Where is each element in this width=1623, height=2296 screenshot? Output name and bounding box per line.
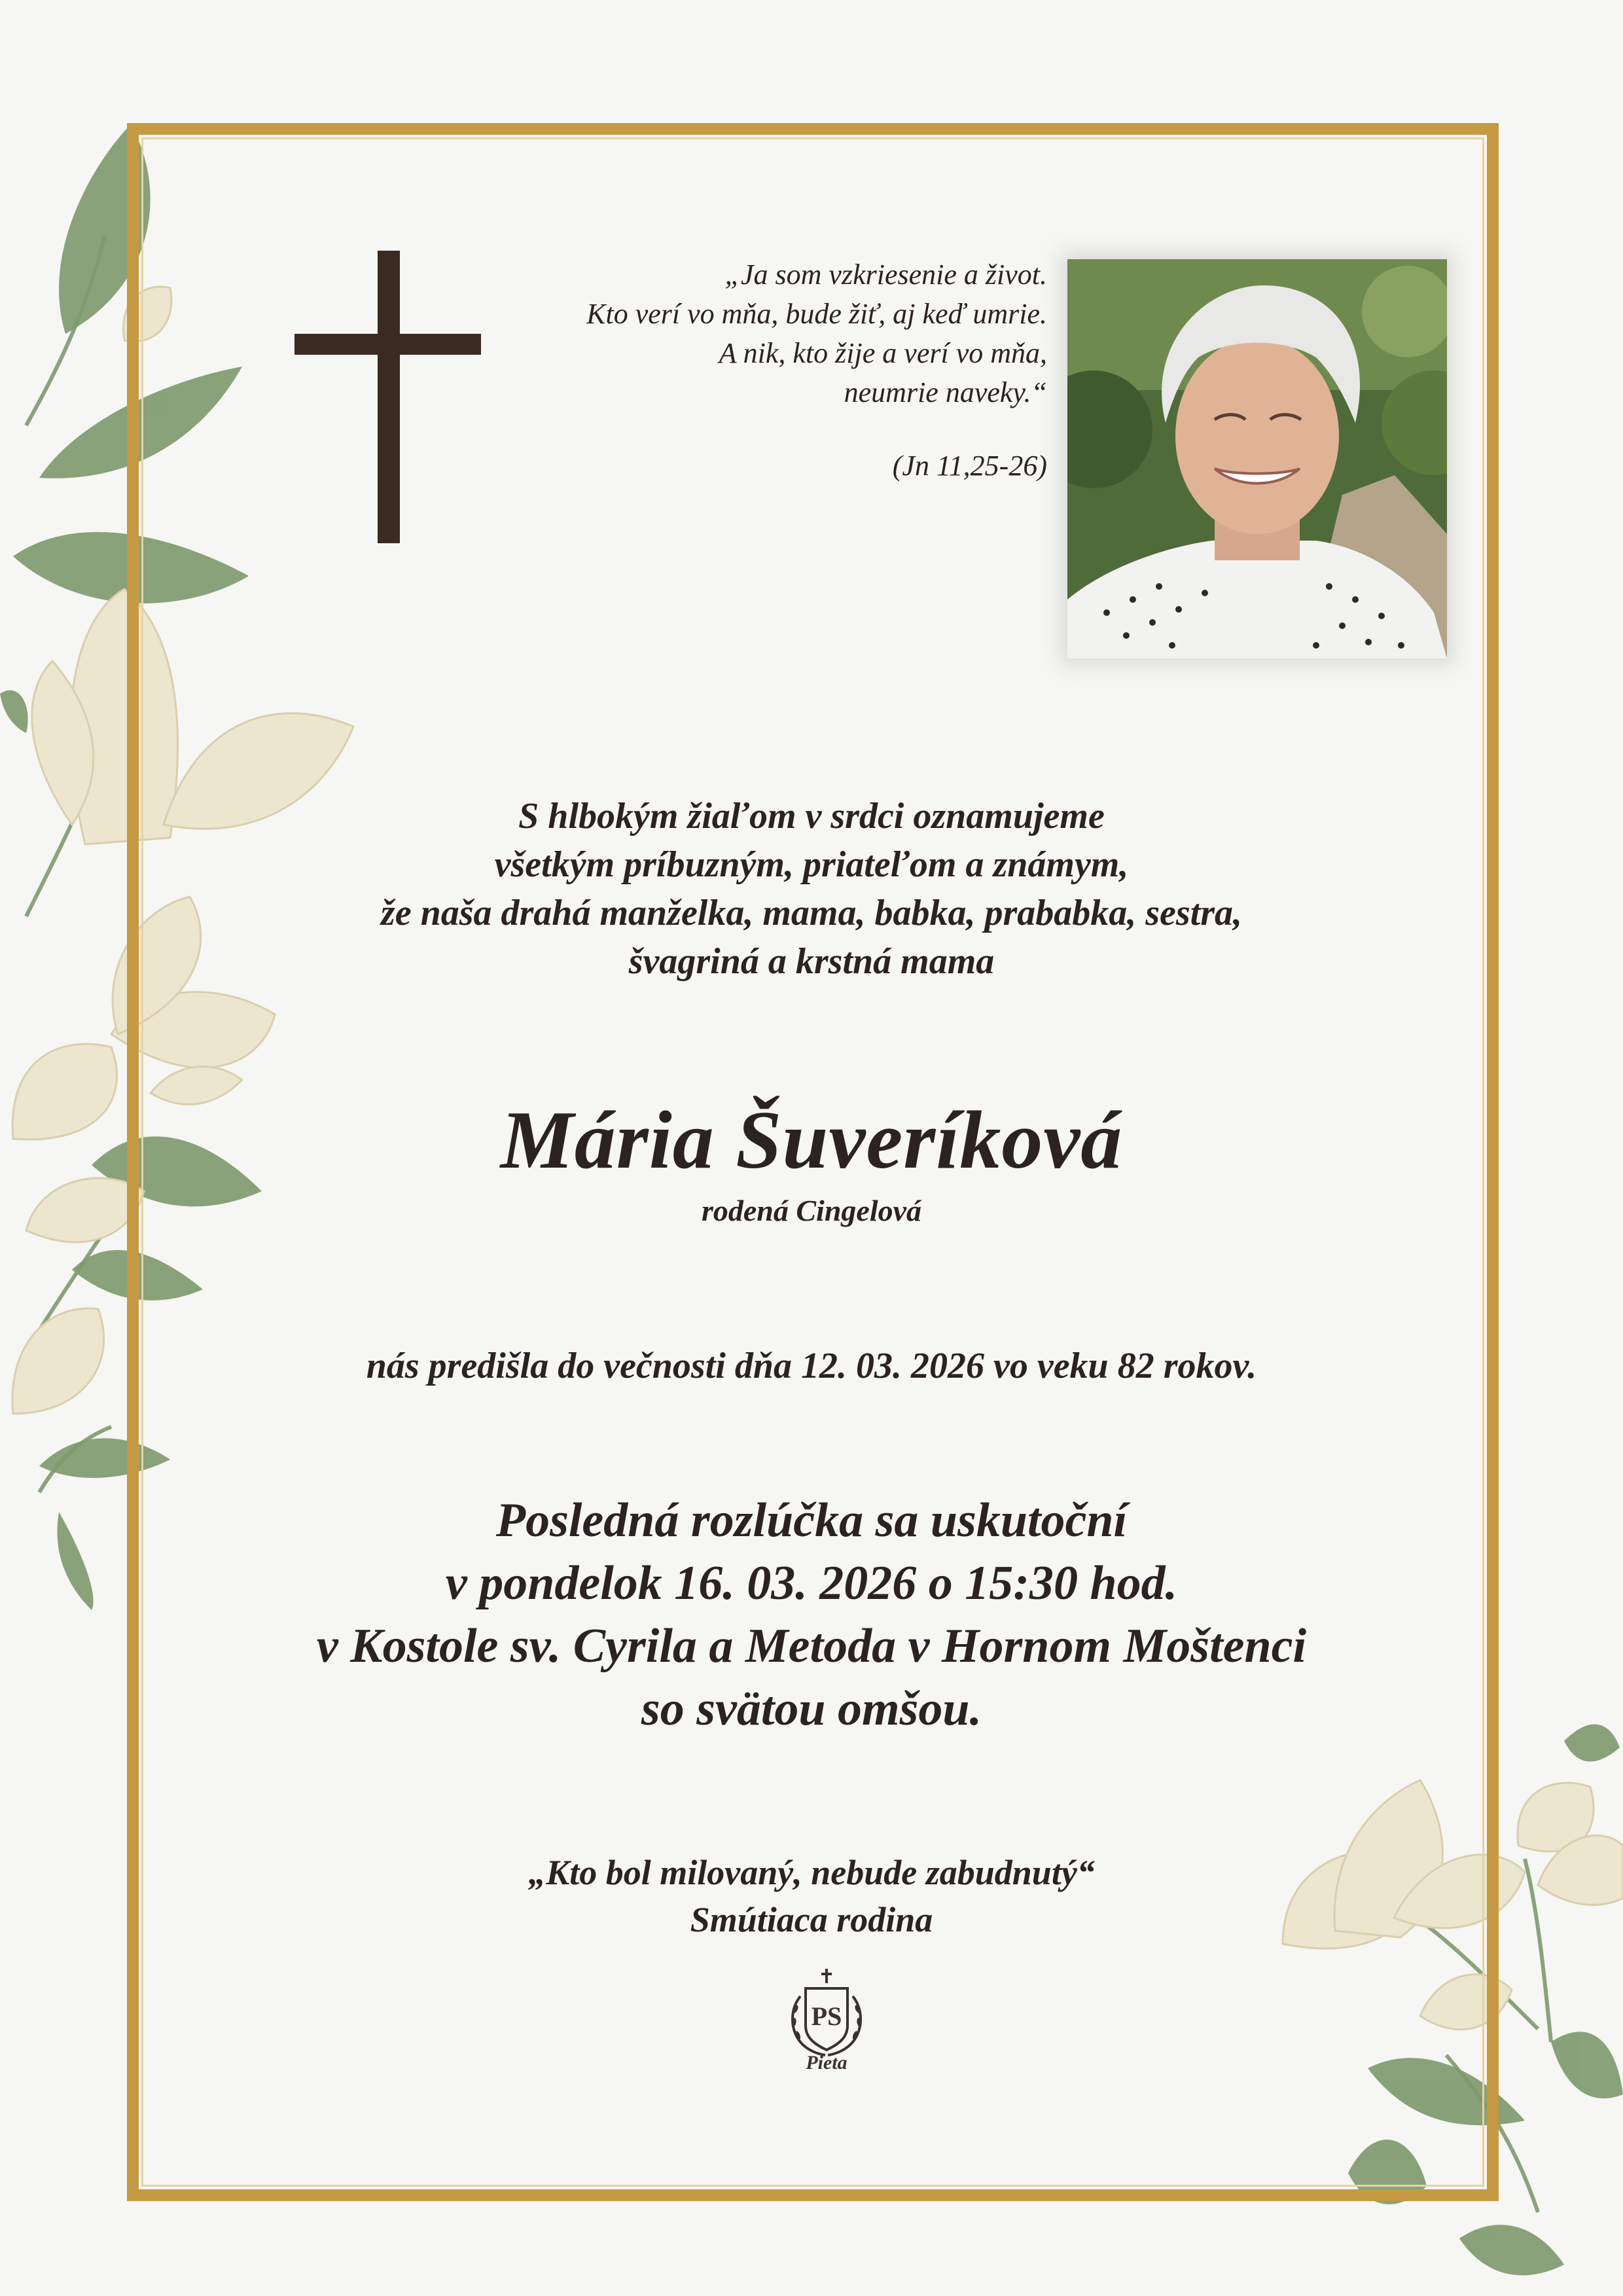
announcement-line: S hlbokým žiaľom v srdci oznamujeme	[518, 796, 1105, 836]
announcement-line: švagriná a krstná mama	[628, 941, 995, 982]
maiden-name: rodená Cingelová	[701, 1194, 922, 1227]
quote-reference: (Jn 11,25-26)	[892, 450, 1047, 482]
ceremony-line: v Kostole sv. Cyrila a Metoda v Hornom Moštenci	[316, 1619, 1307, 1673]
quote-line: A nik, kto žije a verí vo mňa,	[719, 337, 1047, 369]
signature: Smútiaca rodina	[690, 1900, 933, 1939]
passing-statement: nás predišla do večnosti dňa 12. 03. 2026 vo veku 82 rokov.	[366, 1346, 1257, 1386]
ceremony-line: v pondelok 16. 03. 2026 o 15:30 hod.	[445, 1556, 1178, 1610]
ceremony-line: Posledná rozlúčka sa uskutoční	[495, 1494, 1128, 1547]
closing-motto: „Kto bol milovaný, nebude zabudnutý“	[528, 1853, 1095, 1892]
announcement-line: všetkým príbuzným, priateľom a známym,	[494, 844, 1129, 885]
ceremony-details	[196, 1489, 1427, 1740]
deceased-name: Mária Šuveríková	[500, 1095, 1123, 1186]
announcement-text	[196, 792, 1427, 986]
closing-text	[196, 1849, 1427, 1943]
quote-line: neumrie naveky.“	[844, 376, 1047, 408]
portrait-photo	[1067, 259, 1447, 658]
cross-icon	[294, 251, 481, 543]
quote-line: Kto verí vo mňa, bude žiť, aj keď umrie.	[586, 298, 1047, 330]
announcement-line: že naša drahá manželka, mama, babka, prababka, sestra,	[380, 893, 1243, 933]
quote-line: „Ja som vzkriesenie a život.	[724, 259, 1047, 291]
bible-quote	[471, 255, 1047, 486]
logo-monogram: PS	[811, 2001, 842, 2031]
logo-text: Pieta	[806, 2052, 847, 2073]
ceremony-line: so svätou omšou.	[641, 1682, 982, 1736]
